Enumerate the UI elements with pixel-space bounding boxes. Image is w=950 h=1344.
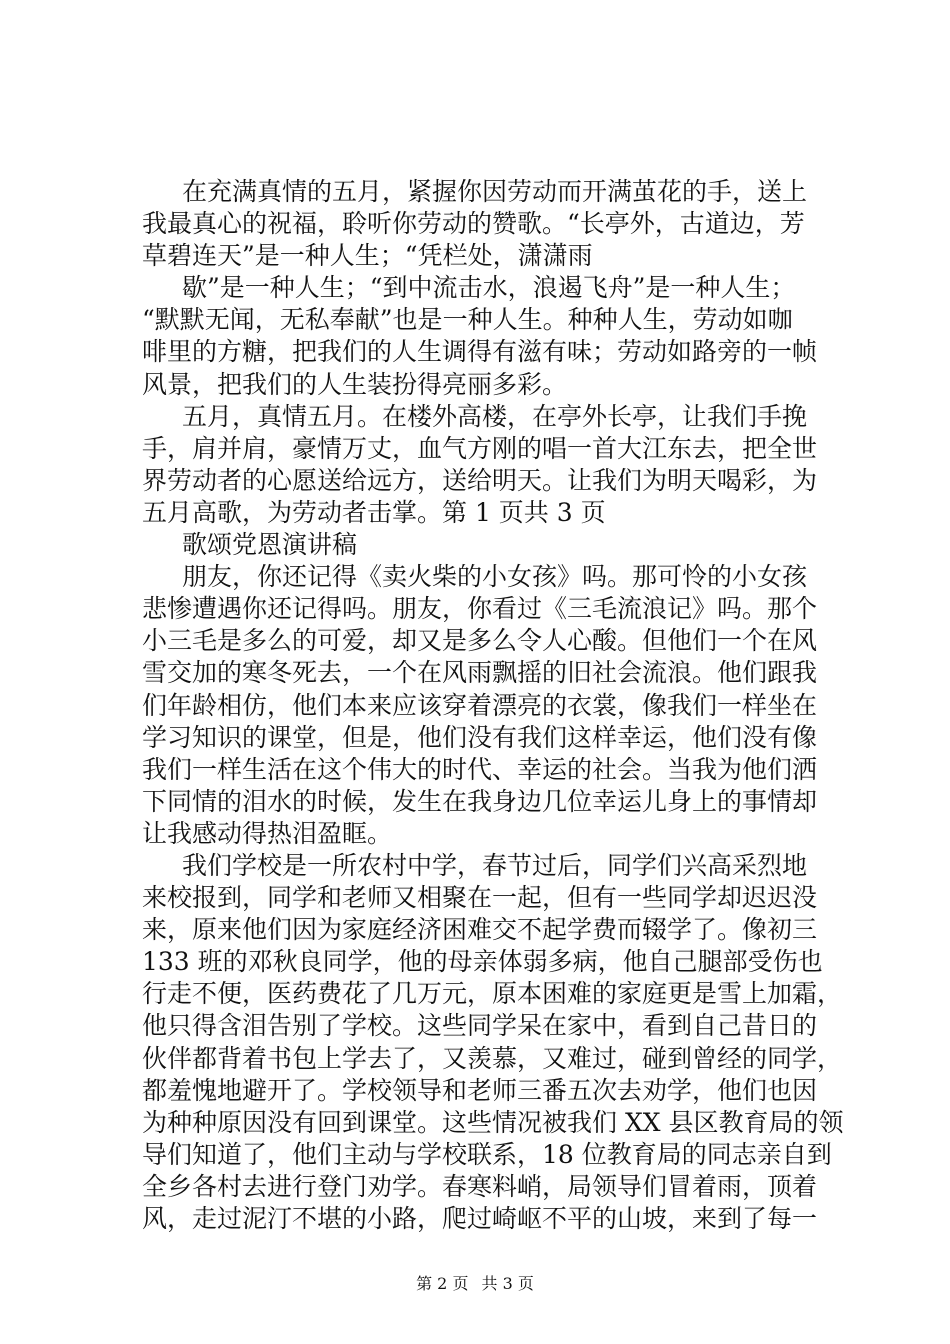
text-line: 下同情的泪水的时候，发生在我身边几位幸运儿身上的事情却 (142, 786, 818, 816)
text-line: 都羞愧地避开了。学校领导和老师三番五次去劝学，他们也因 (142, 1075, 818, 1105)
text-line: 手，肩并肩，豪情万丈，血气方刚的唱一首大江东去，把全世 (142, 433, 818, 463)
text-line: 在充满真情的五月，紧握你因劳动而开满茧花的手，送上 (182, 177, 808, 206)
text-line: 雪交加的寒冬死去，一个在风雨飘摇的旧社会流浪。他们跟我 (142, 658, 818, 688)
text-line: 五月，真情五月。在楼外高楼，在亭外长亭，让我们手挽 (182, 401, 808, 431)
text-line: 们年龄相仿，他们本来应该穿着漂亮的衣裳，像我们一样坐在 (142, 690, 818, 720)
text-line: “默默无闻，无私奉献”也是一种人生。种种人生，劳动如咖 (142, 305, 793, 335)
text-line: 为种种原因没有回到课堂。这些情况被我们 XX 县区教育局的领 (142, 1107, 844, 1137)
text-line: 啡里的方糖，把我们的人生调得有滋有味；劳动如路旁的一帧 (142, 337, 818, 367)
page-footer (0, 1271, 950, 1294)
text-line: 他只得含泪告别了学校。这些同学呆在家中，看到自己昔日的 (142, 1011, 818, 1041)
text-line: 歇”是一种人生；“到中流击水，浪遏飞舟”是一种人生； (182, 273, 796, 303)
text-line: 行走不便，医药费花了几万元，原本困难的家庭更是雪上加霜， (142, 979, 843, 1009)
text-line: 来，原来他们因为家庭经济困难交不起学费而辍学了。像初三 (142, 915, 818, 945)
text-line: 歌颂党恩演讲稿 (182, 530, 358, 560)
footer-page-current: 第 2 页 (416, 1274, 469, 1293)
text-line: 学习知识的课堂，但是，他们没有我们这样幸运，他们没有像 (142, 722, 818, 752)
text-line: 我最真心的祝福，聆听你劳动的赞歌。“长亭外，古道边，芳 (142, 209, 805, 239)
text-line: 界劳动者的心愿送给远方，送给明天。让我们为明天喝彩，为 (142, 465, 818, 495)
text-line: 风，走过泥汀不堪的小路，爬过崎岖不平的山坡，来到了每一 (142, 1204, 818, 1233)
text-line: 133 班的邓秋良同学，他的母亲体弱多病，他自己腿部受伤也 (142, 947, 823, 977)
text-line: 伙伴都背着书包上学去了，又羡慕，又难过，碰到曾经的同学， (142, 1043, 843, 1073)
text-line: 来校报到，同学和老师又相聚在一起，但有一些同学却迟迟没 (142, 883, 818, 913)
text-line: 风景，把我们的人生装扮得亮丽多彩。 (142, 369, 568, 399)
text-line: 导们知道了，他们主动与学校联系，18 位教育局的同志亲自到 (142, 1139, 832, 1169)
text-line: 小三毛是多么的可爱，却又是多么令人心酸。但他们一个在风 (142, 626, 818, 656)
footer-page-total: 共 3 页 (481, 1274, 534, 1293)
text-line: 五月高歌，为劳动者击掌。第 1 页共 3 页 (142, 497, 606, 527)
text-line: 我们一样生活在这个伟大的时代、幸运的社会。当我为他们洒 (142, 754, 818, 784)
text-line: 全乡各村去进行登门劝学。春寒料峭，局领导们冒着雨，顶着 (142, 1171, 818, 1201)
text-line: 我们学校是一所农村中学，春节过后，同学们兴高采烈地 (182, 850, 808, 880)
text-line: 让我感动得热泪盈眶。 (142, 818, 393, 848)
text-line: 草碧连天”是一种人生；“凭栏处，潇潇雨 (142, 241, 593, 271)
text-line: 悲惨遭遇你还记得吗。朋友，你看过《三毛流浪记》吗。那个 (142, 594, 818, 624)
text-line: 朋友，你还记得《卖火柴的小女孩》吗。那可怜的小女孩 (182, 562, 808, 592)
document-body (142, 176, 842, 1235)
